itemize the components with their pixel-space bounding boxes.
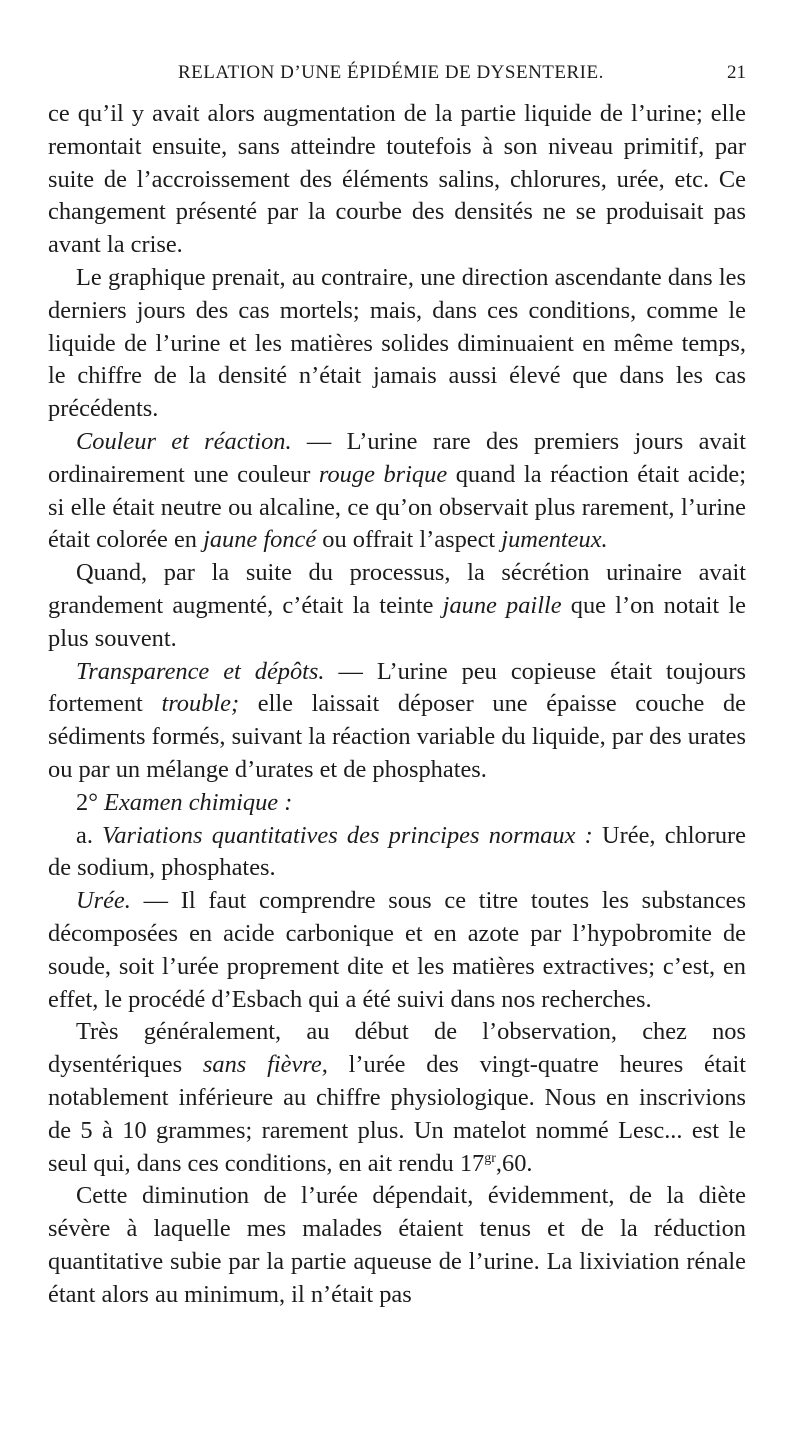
text-run: — L’urine peu copieuse était toujours fortement <box>48 657 746 718</box>
section-number: 2° <box>76 788 105 816</box>
emphasis: jaune paille <box>442 591 562 619</box>
emphasis: rouge brique <box>318 460 448 488</box>
text-run: Quand, par la suite du processus, la sécrétion urinaire avait grandement augmenté, c’était la teinte <box>48 559 746 619</box>
text-run: Très généralement, au début de l’observation, chez nos dysentériques <box>48 1018 746 1079</box>
unit-superscript: gr <box>484 1150 496 1166</box>
section-heading-variations: Variations quantitatives des principes normaux : <box>102 821 593 849</box>
page-header <box>48 56 746 90</box>
emphasis: sans fièvre, <box>202 1051 328 1079</box>
text-run: ,60. <box>495 1149 533 1177</box>
paragraph-examen <box>48 787 746 820</box>
text-run: quand la réaction était acide; si elle était neutre ou alcaline, ce qu’on observait plus rarement, l’urine était colorée en <box>48 460 746 554</box>
paragraph-diminution: Cette diminution de l’urée dépendait, évidemment, de la diète sévère à laquelle mes malades étaient tenus et de la réduction quantitative subie par la partie aqueuse de l’urine. La lixiviation rénale étant alors au minimum, il n’était pas <box>48 1182 746 1308</box>
section-heading-examen: Examen chimique : <box>104 788 293 816</box>
text-run: elle laissait déposer une épaisse couche de sédiments formés, suivant la réaction variable du liquide, par des urates ou par un mélange d’urates et de phosphates. <box>48 690 746 783</box>
text-run: Urée, chlorure de sodium, phosphates. <box>48 821 746 882</box>
paragraph-dysenteriques <box>48 1016 746 1180</box>
emphasis: jaune foncé <box>203 526 317 554</box>
paragraph-transparence <box>48 656 746 787</box>
item-label: a. <box>76 821 103 849</box>
section-heading-uree: Urée. <box>76 887 131 915</box>
paragraph-couleur <box>48 426 746 557</box>
text-run: l’urée des vingt-quatre heures était notablement inférieure au chiffre physiologique. Nous en inscrivions de 5 à 10 grammes; rarement plus. Un matelot nommé Lesc... est le seul qui, dans ces conditions, en ait rendu 17 <box>48 1051 747 1177</box>
text-run: — L’urine rare des premiers jours avait ordinairement une couleur <box>48 427 746 488</box>
emphasis: trouble; <box>161 690 240 718</box>
text-run: que l’on notait le plus souvent. <box>48 591 746 652</box>
paragraph-teinte <box>48 557 746 655</box>
emphasis: jumenteux. <box>501 526 608 554</box>
text-run: ou offrait l’aspect <box>316 526 502 554</box>
body-text <box>48 98 746 1311</box>
section-heading-couleur: Couleur et réaction. <box>76 427 292 455</box>
paragraph-graphique: Le graphique prenait, au contraire, une direction ascendante dans les derniers jours des cas mortels; mais, dans ces conditions, comme le liquide de l’urine et les matières solides diminuaient en même temps, le chiffre de la densité n’était jamais aussi élevé que dans les cas précédents. <box>48 263 746 423</box>
text-run: — Il faut comprendre sous ce titre toutes les substances décomposées en acide carbonique et en azote par l’hypobromite de soude, soit l’urée proprement dite et les matières extractives; c’est, en effet, le procédé d’Esbach qui a été suivi dans nos recherches. <box>48 887 746 1013</box>
page-number: 21 <box>727 62 746 83</box>
paragraph-densites: ce qu’il y avait alors augmentation de la partie liquide de l’urine; elle remontait ensuite, sans atteindre toutefois à son niveau primitif, par suite de l’accroissement des éléments salins, chlorures, urée, etc. Ce changement présenté par la courbe des densités ne se produisait pas avant la crise. <box>48 100 746 259</box>
paragraph-uree <box>48 885 746 1016</box>
section-heading-transparence: Transparence et dépôts. <box>76 657 325 685</box>
running-head: RELATION D’UNE ÉPIDÉMIE DE DYSENTERIE. <box>178 62 604 83</box>
paragraph-variations <box>48 820 746 886</box>
